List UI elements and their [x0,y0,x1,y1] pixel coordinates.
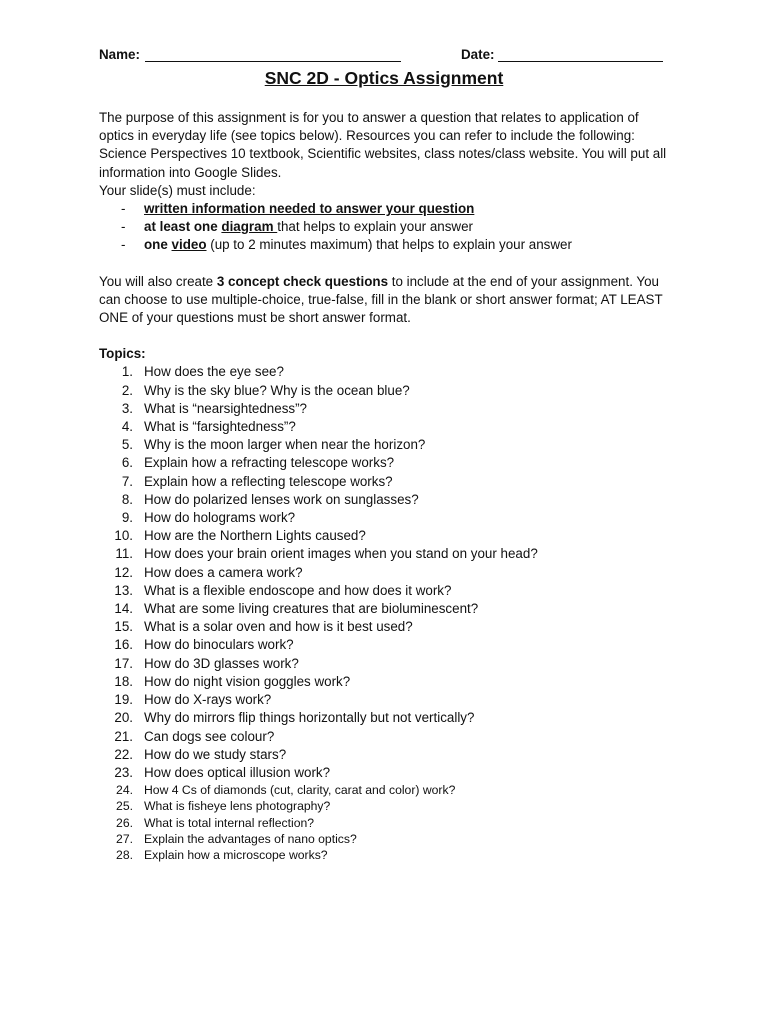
topic-text: How do polarized lenses work on sunglasses? [144,491,419,507]
topic-item [99,400,669,418]
spacer [99,255,669,273]
topic-item [99,454,669,472]
requirement-item [99,218,669,236]
topic-number: 10. [114,528,133,544]
topic-item [99,564,669,582]
date-blank-line [498,61,663,62]
topic-text: Explain how a refracting telescope works? [144,455,395,471]
topic-number: 3. [121,400,133,416]
topic-item [99,491,669,509]
topic-item [99,691,669,709]
topic-number: 12. [114,564,133,580]
topic-text: What is a flexible endoscope and how does it work? [144,582,452,598]
topic-item [99,418,669,436]
topic-number: 22. [114,746,133,762]
topic-item [99,600,669,618]
topic-text: How do night vision goggles work? [144,673,351,689]
concept-bold: 3 concept check questions [216,273,389,289]
topic-number: 5. [121,437,133,453]
topic-text: How are the Northern Lights caused? [144,528,366,544]
topic-number: 18. [114,673,133,689]
topic-number: 19. [114,692,133,708]
document-body [99,109,669,864]
topic-number: 17. [114,655,133,671]
topic-number: 14. [114,601,133,617]
topic-number: 15. [114,619,133,635]
topic-number: 23. [114,764,133,780]
topic-number: 16. [114,637,133,653]
topic-item [99,831,669,847]
bullet-dash: - [121,237,126,253]
requirement-emphasis: video [171,237,207,253]
topic-item [99,509,669,527]
requirement-item [99,236,669,254]
topic-text: Explain how a reflecting telescope works? [144,473,393,489]
topic-text: How do we study stars? [144,746,287,762]
topic-text: How do 3D glasses work? [144,655,299,671]
topic-number: 11. [115,546,133,562]
topic-number: 20. [114,710,133,726]
topic-text: What is “nearsightedness”? [144,400,307,416]
topic-item [99,382,669,400]
topic-text: How do X-rays work? [144,692,272,708]
slides-intro: Your slide(s) must include: [99,182,256,198]
requirement-item [99,200,669,218]
requirement-emphasis: diagram [221,219,278,235]
topics-list [99,363,669,863]
topic-item [99,582,669,600]
bullet-dash: - [121,219,126,235]
topic-item [99,473,669,491]
topic-text: What is a solar oven and how is it best used? [144,619,413,635]
name-label: Name: [99,47,140,62]
requirement-text: (up to 2 minutes maximum) that helps to explain your answer [206,237,572,253]
topic-text: How 4 Cs of diamonds (cut, clarity, carat and color) work? [144,783,456,798]
topic-text: Explain the advantages of nano optics? [144,832,357,846]
topic-item [99,847,669,863]
spacer [99,327,669,345]
topic-text: What is total internal reflection? [144,815,315,830]
topic-number: 21. [114,728,133,744]
topic-item [99,636,669,654]
topic-number: 27. [116,832,133,846]
intro-paragraph: The purpose of this assignment is for you to answer a question that relates to application of optics in everyday life (see topics below). Resources you can refer to include the following: Science Perspectives 10 textbook, Scientific websites, class notes/class website. You will put all information into Google Slides. [99,110,667,180]
topic-number: 25. [116,799,133,814]
header-row [99,46,665,66]
topic-item [99,728,669,746]
concept-post: to include at the end of your assignment. You can choose to use multiple-choice, true-false, fill in the blank or short answer format; AT LEAST ONE of your questions must be short answer format. [99,273,663,326]
topic-text: How do binoculars work? [144,637,294,653]
requirement-bold: one [144,237,172,253]
bullet-dash: - [121,201,126,217]
concept-pre: You will also create [99,273,217,289]
topic-text: What is fisheye lens photography? [144,799,331,814]
topic-item [99,436,669,454]
topic-text: How do holograms work? [144,510,296,526]
topic-number: 7. [121,473,133,489]
topic-item [99,746,669,764]
requirement-emphasis: written information needed to answer your question [144,201,475,217]
topic-item [99,709,669,727]
topic-text: Why is the sky blue? Why is the ocean blue? [144,382,410,398]
topic-number: 2. [121,382,133,398]
topic-number: 28. [116,848,133,863]
topic-text: How does your brain orient images when you stand on your head? [144,546,538,562]
topic-number: 9. [121,510,133,526]
topic-text: What are some living creatures that are bioluminescent? [144,601,479,617]
requirements-list [99,200,669,255]
topic-text: Why is the moon larger when near the horizon? [144,437,426,453]
topic-text: How does a camera work? [144,564,303,580]
topic-item [99,527,669,545]
topic-number: 8. [121,491,133,507]
topic-item [99,618,669,636]
topic-item [99,782,669,798]
name-blank-line [145,61,401,62]
topic-number: 24. [116,783,133,798]
topic-number: 13. [114,582,133,598]
topic-number: 4. [121,419,133,435]
date-label: Date: [461,47,495,62]
topic-text: How does the eye see? [144,364,284,380]
topic-item [99,363,669,381]
topic-item [99,764,669,782]
topic-item [99,545,669,563]
topic-text: Why do mirrors flip things horizontally but not vertically? [144,710,475,726]
topic-item [99,655,669,673]
topic-text: How does optical illusion work? [144,764,331,780]
topic-item [99,673,669,691]
topic-item [99,815,669,831]
page-title: SNC 2D - Optics Assignment [264,68,504,88]
topic-text: What is “farsightedness”? [144,419,296,435]
topic-number: 1. [121,364,133,380]
concept-paragraph [99,273,669,328]
requirement-text: that helps to explain your answer [277,219,473,235]
topics-heading: Topics: [99,346,146,362]
topic-text: Can dogs see colour? [144,728,275,744]
topic-item [99,798,669,814]
topic-text: Explain how a microscope works? [144,848,328,863]
requirement-bold: at least one [144,219,222,235]
topic-number: 6. [121,455,133,471]
topic-number: 26. [116,815,133,830]
